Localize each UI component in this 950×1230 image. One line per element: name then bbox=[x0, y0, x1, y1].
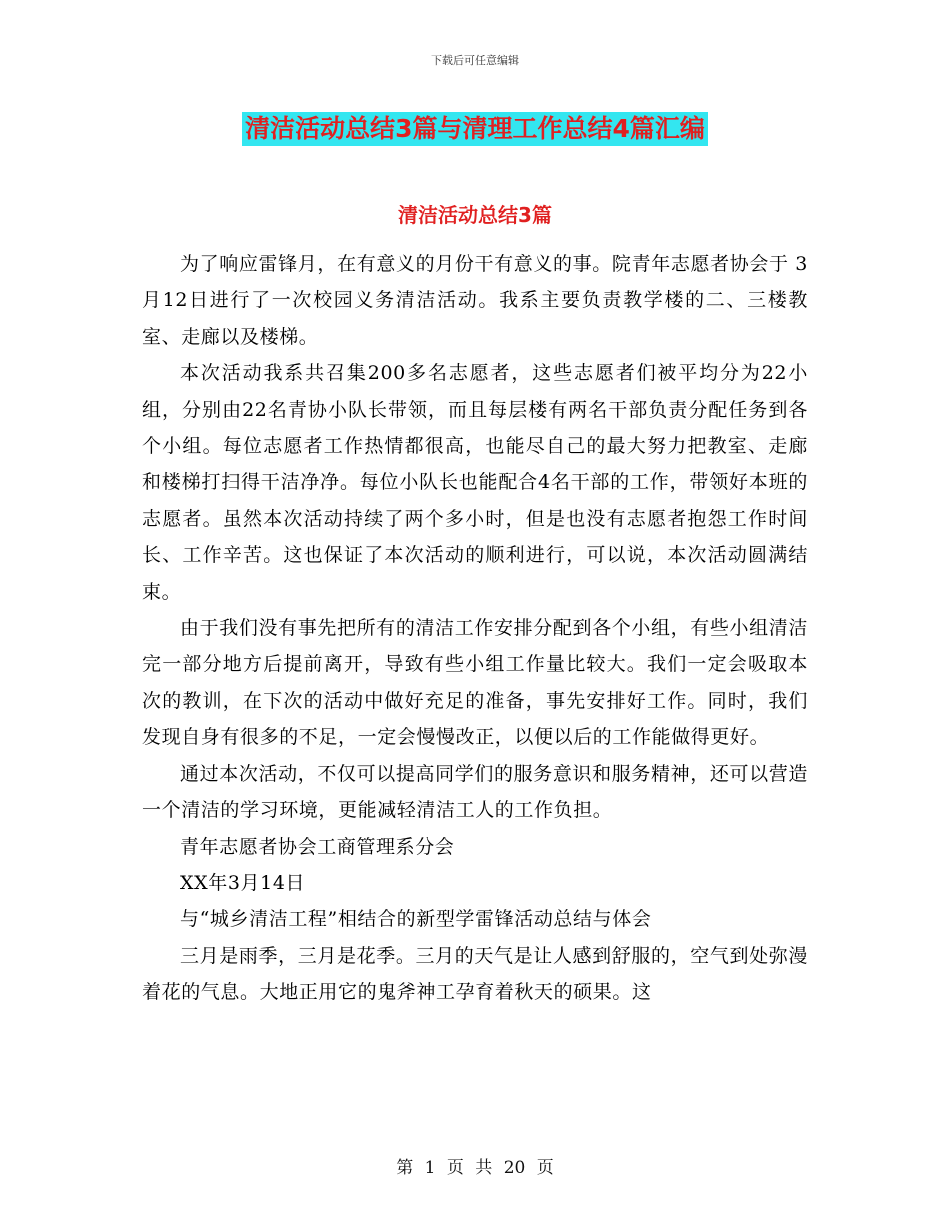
document-body bbox=[142, 246, 808, 1011]
paragraph: 由于我们没有事先把所有的清洁工作安排分配到各个小组，有些小组清洁完一部分地方后提前离开，导致有些小组工作量比较大。我们一定会吸取本次的教训，在下次的活动中做好充足的准备，事先安排好工作。同时，我们发现自身有很多的不足，一定会慢慢改正，以便以后的工作能做得更好。 bbox=[142, 617, 808, 749]
page-header-note: 下载后可任意编辑 bbox=[431, 54, 519, 67]
paragraph: 本次活动我系共召集200多名志愿者，这些志愿者们被平均分为22小组，分别由22名青协小队长带领，而且每层楼有两名干部负责分配任务到各个小组。每位志愿者工作热情都很高，也能尽自己的最大努力把教室、走廊和楼梯打扫得干洁净净。每位小队长也能配合4名干部的工作，带领好本班的志愿者。虽然本次活动持续了两个多小时，但是也没有志愿者抱怨工作时间长、工作辛苦。这也保证了本次活动的顺利进行，可以说，本次活动圆满结束。 bbox=[142, 362, 808, 603]
page-number-footer: 第 1 页 共 20 页 bbox=[396, 1158, 554, 1178]
paragraph: 通过本次活动，不仅可以提高同学们的服务意识和服务精神，还可以营造一个清洁的学习环境，更能减轻清洁工人的工作负担。 bbox=[142, 762, 808, 822]
subsection-heading: 与“城乡清洁工程”相结合的新型学雷锋活动总结与体会 bbox=[180, 908, 652, 931]
section-title: 清洁活动总结3篇 bbox=[398, 203, 552, 227]
signature-date: XX年3月14日 bbox=[180, 871, 306, 894]
document-main-title: 清洁活动总结3篇与清理工作总结4篇汇编 bbox=[242, 112, 708, 146]
paragraph: 三月是雨季，三月是花季。三月的天气是让人感到舒服的，空气到处弥漫着花的气息。大地正用它的鬼斧神工孕育着秋天的硕果。这 bbox=[142, 944, 808, 1004]
main-title-container bbox=[0, 112, 950, 146]
paragraph: 为了响应雷锋月，在有意义的月份干有意义的事。院青年志愿者协会于 3月12日进行了一次校园义务清洁活动。我系主要负责教学楼的二、三楼教室、走廊以及楼梯。 bbox=[142, 253, 808, 348]
signature-organization: 青年志愿者协会工商管理系分会 bbox=[180, 835, 455, 858]
